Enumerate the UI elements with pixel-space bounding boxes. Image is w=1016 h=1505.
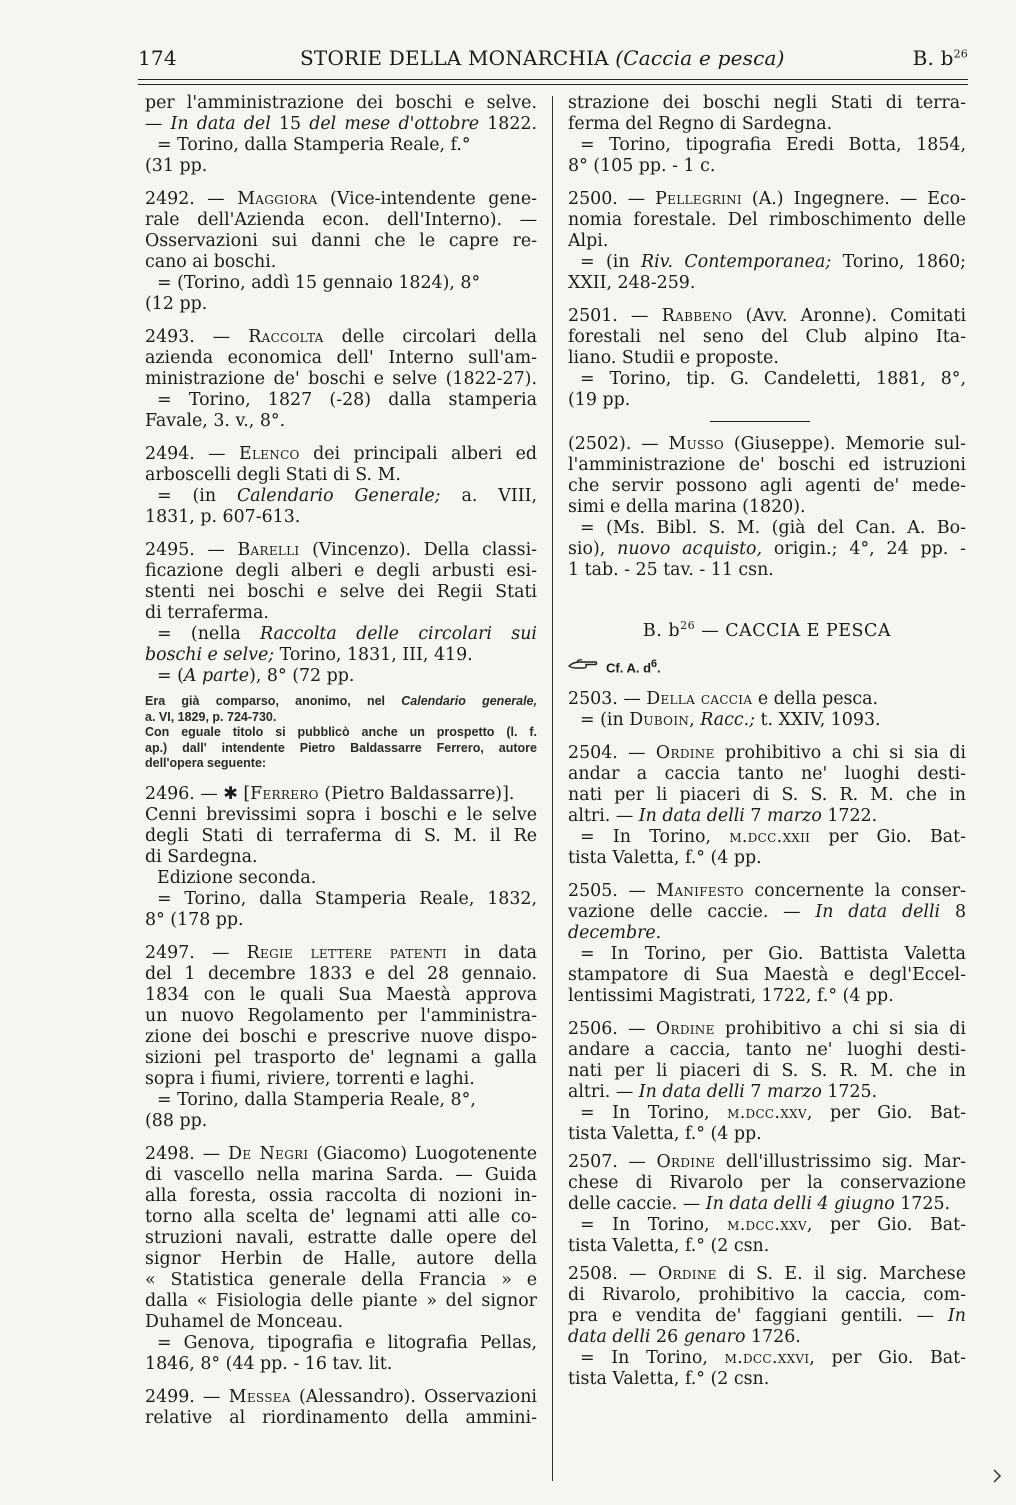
text-line: liano. Studii e proposte. <box>568 348 779 368</box>
text-line: strazione dei boschi negli Stati di terra- <box>568 93 966 113</box>
text-line: 2496. — ✱ [Ferrero (Pietro Baldassarre)]. <box>145 783 515 804</box>
text-line: a. VI, 1829, p. 724-730. <box>145 709 277 724</box>
entry-2506 <box>568 1019 966 1145</box>
text-line: sopra i fiumi, riviere, torrenti e laghi. <box>145 1068 475 1089</box>
text-line: = Torino, tipografia Eredi Botta, 1854, <box>580 135 966 155</box>
text-line: = In Torino, m.dcc.xxv, per Gio. Bat- <box>580 1214 966 1235</box>
section-heading: B. $b^{26}$ — CACCIA E PESCA <box>642 619 892 641</box>
text-line: 8° (178 pp. <box>145 909 244 930</box>
text-line: simi e della marina (1820). <box>568 497 806 517</box>
text-line: = (in Riv. Contemporanea; Torino, 1860; <box>580 252 966 272</box>
footer-right-mark <box>992 1469 1002 1483</box>
text-line: 1 tab. - 25 tav. - 11 csn. <box>568 560 774 580</box>
text-line: azienda economica dell' Interno sull'am- <box>145 348 537 368</box>
entry-2501 <box>568 306 966 411</box>
text-line: (31 pp. <box>145 156 208 176</box>
text-line: che servir possono agli agenti de' mede- <box>568 476 966 496</box>
entry-2508 <box>568 1264 966 1390</box>
text-line: 1846, 8° (44 pp. - 16 tav. lit. <box>145 1353 393 1374</box>
text-line: (2502). — Musso (Giuseppe). Memorie sul- <box>568 434 966 454</box>
text-line: di vascello nella marina Sarda. — Guida <box>145 1164 537 1185</box>
text-line: 2507. — Ordine dell'illustrissimo sig. Mar- <box>568 1151 966 1172</box>
text-line: = (in Calendario Generale; a. VIII, <box>157 486 537 506</box>
text-line: nati per li piaceri di S. S. R. M. che in <box>568 1060 966 1081</box>
column-right <box>568 93 966 1390</box>
text-line: relative al riordinamento della ammini- <box>145 1407 537 1428</box>
text-line: 2497. — Regie lettere patenti in data <box>145 942 537 963</box>
entry-2500 <box>568 189 966 294</box>
text-line: 2506. — Ordine prohibitivo a chi si sia di <box>568 1018 966 1039</box>
text-line: vazione delle caccie. — In data delli 8 <box>568 901 966 922</box>
text-line: 8° (105 pp. - 1 c. <box>568 156 716 176</box>
text-line: dalla « Fisiologia delle piante » del signor <box>145 1290 537 1311</box>
text-line: di Rivarolo, prohibitivo la caccia, com- <box>568 1284 966 1305</box>
text-line: l'amministrazione de' boschi ed istruzioni <box>568 455 966 475</box>
text-line: di terraferma. <box>145 603 269 623</box>
text-line: sizioni pel trasporto de' legnami a galla <box>145 1047 537 1068</box>
text-line: Favale, 3. v., 8°. <box>145 411 286 431</box>
text-line: pra e vendita de' faggiani gentili. — In <box>568 1305 966 1326</box>
text-line: 1834 con le quali Sua Maestà approva <box>145 984 537 1005</box>
cf-text: Cf. A. $d^6$. <box>606 658 661 676</box>
text-line: = Genova, tipografia e litografia Pellas, <box>157 1332 537 1353</box>
text-line: tista Valetta, f.° (4 pp. <box>568 847 762 868</box>
text-line: XXII, 248-259. <box>568 273 696 293</box>
text-line: Osservazioni sui danni che le capre re- <box>145 231 537 251</box>
text-line: 1831, p. 607-613. <box>145 507 301 527</box>
running-subtitle: (Caccia e pesca) <box>615 46 785 70</box>
entry-2502 <box>568 434 966 581</box>
text-line: 2492. — Maggiora (Vice-intendente gene- <box>145 189 537 209</box>
entry-2498 <box>145 1144 537 1375</box>
column-left <box>145 93 537 1429</box>
text-line: ap.) dall' intendente Pietro Baldassarre Ferrero, autore <box>145 740 537 755</box>
footnote <box>145 694 537 772</box>
section-code-text: B. b <box>912 46 954 70</box>
text-line: 2493. — Raccolta delle circolari della <box>145 327 537 347</box>
text-line: data delli 26 genaro 1726. <box>568 1326 801 1347</box>
entry-2497 <box>145 943 537 1132</box>
text-line: ministrazione de' boschi e selve (1822-27). <box>145 369 537 389</box>
section-code <box>913 46 968 70</box>
text-line: 2500. — Pellegrini (A.) Ingegnere. — Eco- <box>568 189 966 209</box>
text-line: altri. — In data delli 7 marzo 1725. <box>568 1081 878 1102</box>
page-header <box>138 42 968 76</box>
text-line: chese di Rivarolo per la conservazione <box>568 1172 966 1193</box>
text-line: = (nella Raccolta delle circolari sui <box>157 624 537 644</box>
text-line: per l'amministrazione dei boschi e selve. <box>145 93 537 113</box>
text-line: = Torino, dalla Stamperia Reale, 8°, <box>157 1089 476 1110</box>
text-line: delle caccie. — In data delli 4 giugno 1725. <box>568 1193 951 1214</box>
text-line: = (Ms. Bibl. S. M. (già del Can. A. Bo- <box>580 518 966 538</box>
text-line: 2499. — Messea (Alessandro). Osservazioni <box>145 1386 537 1407</box>
entry-2493 <box>145 327 537 432</box>
text-line: Alpi. <box>568 231 609 251</box>
text-line: Cenni brevissimi sopra i boschi e le selve <box>145 804 537 825</box>
text-line: signor Herbin de Halle, autore della <box>145 1248 537 1269</box>
header-rule <box>138 79 968 85</box>
text-line: tista Valetta, f.° (4 pp. <box>568 1123 762 1144</box>
text-line: alla foresta, ossia raccolta di nozioni in- <box>145 1185 537 1206</box>
text-line: 2503. — Della caccia e della pesca. <box>568 688 879 709</box>
divider-rule <box>710 421 810 422</box>
text-line: = Torino, 1827 (-28) dalla stamperia <box>157 390 537 410</box>
text-line: ficazione degli alberi e degli arbusti esi- <box>145 561 537 581</box>
text-line: Era già comparso, anonimo, nel Calendario generale, <box>145 694 537 708</box>
text-line: arboscelli degli Stati di S. M. <box>145 465 401 485</box>
text-line: (19 pp. <box>568 390 631 410</box>
text-line: (12 pp. <box>145 294 208 314</box>
text-line: 2508. — Ordine di S. E. il sig. Marchese <box>568 1263 966 1284</box>
text-line: di Sardegna. <box>145 846 258 867</box>
text-line: 2505. — Manifesto concernente la conser- <box>568 880 966 901</box>
text-line: sio), nuovo acquisto, origin.; 4°, 24 pp. - <box>568 539 966 559</box>
running-title <box>300 46 785 70</box>
text-line: 2504. — Ordine prohibitivo a chi si sia di <box>568 742 966 763</box>
text-line: = In Torino, m.dcc.xxii per Gio. Bat- <box>580 826 966 847</box>
text-line: = Torino, tip. G. Candeletti, 1881, 8°, <box>580 369 966 389</box>
text-line: andar a caccia tanto ne' luoghi desti- <box>568 763 966 784</box>
text-line: stenti nei boschi e selve dei Regii Stati <box>145 582 537 602</box>
entry-2499 <box>145 1387 537 1429</box>
text-line: dell'opera seguente: <box>145 756 267 770</box>
text-line: = In Torino, m.dcc.xxvi, per Gio. Bat- <box>580 1347 966 1368</box>
text-line: = (Torino, addì 15 gennaio 1824), 8° <box>157 273 481 293</box>
text-line: = Torino, dalla Stamperia Reale, 1832, <box>157 888 537 909</box>
entry-2496 <box>145 784 537 931</box>
text-line: un nuovo Regolamento per l'amministra- <box>145 1005 537 1026</box>
text-line: 2501. — Rabbeno (Avv. Aronne). Comitati <box>568 306 966 326</box>
text-line: forestali nel seno del Club alpino Ita- <box>568 327 966 347</box>
text-line: degli Stati di terraferma di S. M. il Re <box>145 825 537 846</box>
entry-2494 <box>145 444 537 528</box>
text-line: struzioni navali, estratte dalle opere del <box>145 1227 537 1248</box>
text-line: cano ai boschi. <box>145 252 277 272</box>
cross-reference <box>568 656 966 677</box>
text-line: rale dell'Azienda econ. dell'Interno). — <box>145 210 537 230</box>
text-line: tista Valetta, f.° (2 csn. <box>568 1368 770 1389</box>
text-line: « Statistica generale della Francia » e <box>145 1269 537 1290</box>
text-line: andare a caccia, tanto ne' luoghi desti- <box>568 1039 966 1060</box>
running-title-main: STORIE DELLA MONARCHIA <box>300 46 609 70</box>
entry-2507 <box>568 1152 966 1257</box>
text-line: tista Valetta, f.° (2 csn. <box>568 1235 770 1256</box>
text-line: = Torino, dalla Stamperia Reale, f.° <box>157 135 471 155</box>
entry-2495 <box>145 540 537 687</box>
text-line: altri. — In data delli 7 marzo 1722. <box>568 805 878 826</box>
entry-2505 <box>568 881 966 1007</box>
text-line: stampatore di Sua Maestà e degl'Eccel- <box>568 964 966 985</box>
text-line: decembre. <box>568 922 662 943</box>
text-line: Con eguale titolo si pubblicò anche un prospetto (l. f. <box>145 725 537 739</box>
text-line: — In data del 15 del mese d'ottobre 1822. <box>145 114 537 134</box>
page-number: 174 <box>138 46 177 70</box>
text-line: del 1 decembre 1833 e del 28 gennaio. <box>145 963 537 984</box>
text-line: = (in Duboin, Racc.; t. XXIV, 1093. <box>580 709 881 730</box>
text-line: = In Torino, m.dcc.xxv, per Gio. Bat- <box>580 1102 966 1123</box>
text-line: lentissimi Magistrati, 1722, f.° (4 pp. <box>568 985 894 1006</box>
text-line: = (A parte), 8° (72 pp. <box>157 666 355 686</box>
text-line: = In Torino, per Gio. Battista Valetta <box>580 943 966 964</box>
entry-2503 <box>568 689 966 731</box>
text-line: Duhamel de Monceau. <box>145 1311 344 1332</box>
text-line: zione dei boschi e prescrive nuove dispo- <box>145 1026 537 1047</box>
section-code-sup: 26 <box>953 47 968 61</box>
text-line: torno alla scelta de' legnami atti alle co- <box>145 1206 537 1227</box>
column-divider <box>552 96 553 1481</box>
text-line: 2498. — De Negri (Giacomo) Luogotenente <box>145 1143 537 1164</box>
text-line: 2495. — Barelli (Vincenzo). Della classi- <box>145 540 537 560</box>
text-line: boschi e selve; Torino, 1831, III, 419. <box>145 645 473 665</box>
text-line: 2494. — Elenco dei principali alberi ed <box>145 444 537 464</box>
pointing-hand-icon <box>568 656 598 677</box>
text-line: ferma del Regno di Sardegna. <box>568 114 833 134</box>
entry-2492 <box>145 189 537 315</box>
text-line: (88 pp. <box>145 1110 208 1131</box>
text-line: nati per li piaceri di S. S. R. M. che in <box>568 784 966 805</box>
text-line: Edizione seconda. <box>157 867 317 888</box>
entry-2504 <box>568 743 966 869</box>
text-line: nomia forestale. Del rimboschimento delle <box>568 210 966 230</box>
